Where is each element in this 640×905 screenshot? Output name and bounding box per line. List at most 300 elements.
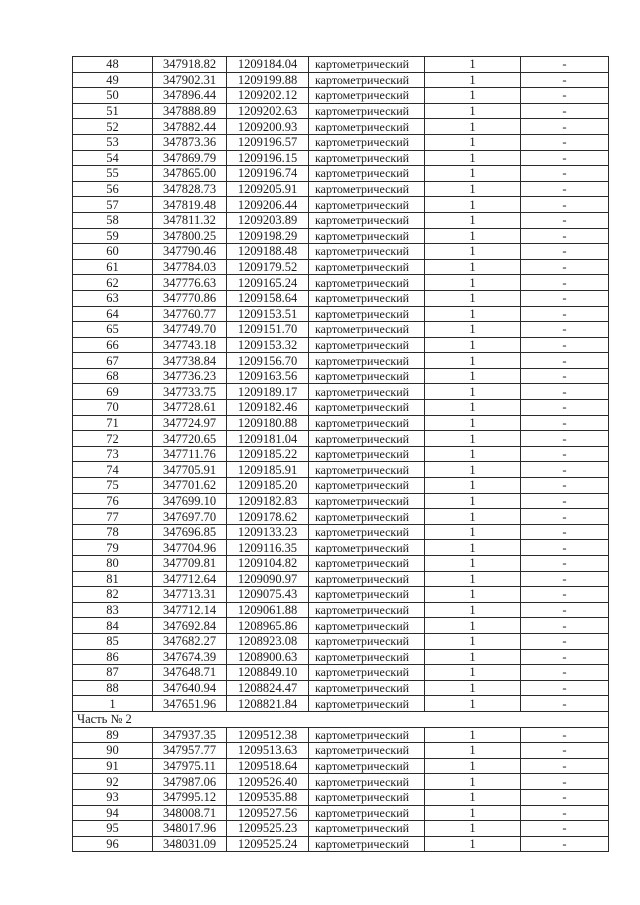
- coord-x: 347828.73: [153, 181, 227, 197]
- coord-y: 1209163.56: [227, 368, 309, 384]
- method-cell: картометрический: [309, 244, 425, 260]
- accuracy-cell: 1: [425, 680, 521, 696]
- table-row: [73, 103, 609, 119]
- coord-x: 347790.46: [153, 244, 227, 260]
- point-number: 91: [73, 758, 153, 774]
- dash-cell: -: [521, 228, 609, 244]
- method-cell: картометрический: [309, 181, 425, 197]
- table-row: [73, 540, 609, 556]
- coord-y: 1209158.64: [227, 290, 309, 306]
- coord-y: 1209075.43: [227, 587, 309, 603]
- point-number: 85: [73, 633, 153, 649]
- table-row: [73, 821, 609, 837]
- table-row: [73, 680, 609, 696]
- method-cell: картометрический: [309, 431, 425, 447]
- accuracy-cell: 1: [425, 353, 521, 369]
- dash-cell: -: [521, 618, 609, 634]
- accuracy-cell: 1: [425, 306, 521, 322]
- dash-cell: -: [521, 306, 609, 322]
- coord-y: 1209184.04: [227, 57, 309, 73]
- coord-x: 347882.44: [153, 119, 227, 135]
- dash-cell: -: [521, 696, 609, 712]
- point-number: 51: [73, 103, 153, 119]
- point-number: 74: [73, 462, 153, 478]
- coord-x: 347705.91: [153, 462, 227, 478]
- table-row: [73, 727, 609, 743]
- coord-y: 1209180.88: [227, 415, 309, 431]
- dash-cell: -: [521, 524, 609, 540]
- point-number: 78: [73, 524, 153, 540]
- dash-cell: -: [521, 368, 609, 384]
- method-cell: картометрический: [309, 587, 425, 603]
- accuracy-cell: 1: [425, 259, 521, 275]
- dash-cell: -: [521, 384, 609, 400]
- coord-y: 1209185.22: [227, 446, 309, 462]
- coordinates-sheet: [72, 56, 608, 852]
- coord-y: 1209153.32: [227, 337, 309, 353]
- dash-cell: -: [521, 290, 609, 306]
- coord-x: 347733.75: [153, 384, 227, 400]
- coord-y: 1208821.84: [227, 696, 309, 712]
- accuracy-cell: 1: [425, 72, 521, 88]
- coord-x: 347749.70: [153, 322, 227, 338]
- point-number: 77: [73, 509, 153, 525]
- method-cell: картометрический: [309, 384, 425, 400]
- method-cell: картометрический: [309, 696, 425, 712]
- dash-cell: -: [521, 400, 609, 416]
- table-row: [73, 509, 609, 525]
- coord-x: 347712.14: [153, 602, 227, 618]
- table-row: [73, 446, 609, 462]
- coord-y: 1209205.91: [227, 181, 309, 197]
- coord-y: 1209178.62: [227, 509, 309, 525]
- point-number: 67: [73, 353, 153, 369]
- dash-cell: -: [521, 181, 609, 197]
- accuracy-cell: 1: [425, 618, 521, 634]
- point-number: 88: [73, 680, 153, 696]
- table-row: [73, 805, 609, 821]
- dash-cell: -: [521, 166, 609, 182]
- dash-cell: -: [521, 197, 609, 213]
- point-number: 53: [73, 134, 153, 150]
- coord-y: 1209202.63: [227, 103, 309, 119]
- dash-cell: -: [521, 134, 609, 150]
- method-cell: картометрический: [309, 228, 425, 244]
- coord-y: 1209196.74: [227, 166, 309, 182]
- dash-cell: -: [521, 805, 609, 821]
- coord-x: 348031.09: [153, 836, 227, 852]
- method-cell: картометрический: [309, 758, 425, 774]
- coord-x: 347674.39: [153, 649, 227, 665]
- coord-y: 1208849.10: [227, 665, 309, 681]
- point-number: 69: [73, 384, 153, 400]
- coord-x: 347696.85: [153, 524, 227, 540]
- coord-x: 347697.70: [153, 509, 227, 525]
- method-cell: картометрический: [309, 805, 425, 821]
- dash-cell: -: [521, 462, 609, 478]
- point-number: 56: [73, 181, 153, 197]
- table-row: [73, 197, 609, 213]
- table-row: [73, 789, 609, 805]
- accuracy-cell: 1: [425, 337, 521, 353]
- point-number: 60: [73, 244, 153, 260]
- point-number: 54: [73, 150, 153, 166]
- dash-cell: -: [521, 244, 609, 260]
- coord-x: 348017.96: [153, 821, 227, 837]
- table-row: [73, 774, 609, 790]
- coord-y: 1209165.24: [227, 275, 309, 291]
- coord-y: 1209206.44: [227, 197, 309, 213]
- coord-y: 1209188.48: [227, 244, 309, 260]
- table-row: [73, 275, 609, 291]
- point-number: 1: [73, 696, 153, 712]
- point-number: 59: [73, 228, 153, 244]
- coord-x: 347865.00: [153, 166, 227, 182]
- point-number: 55: [73, 166, 153, 182]
- coord-x: 347713.31: [153, 587, 227, 603]
- method-cell: картометрический: [309, 72, 425, 88]
- accuracy-cell: 1: [425, 540, 521, 556]
- accuracy-cell: 1: [425, 446, 521, 462]
- dash-cell: -: [521, 415, 609, 431]
- table-row: [73, 166, 609, 182]
- accuracy-cell: 1: [425, 150, 521, 166]
- method-cell: картометрический: [309, 556, 425, 572]
- method-cell: картометрический: [309, 836, 425, 852]
- dash-cell: -: [521, 633, 609, 649]
- dash-cell: -: [521, 758, 609, 774]
- coord-y: 1209153.51: [227, 306, 309, 322]
- coord-y: 1209104.82: [227, 556, 309, 572]
- point-number: 73: [73, 446, 153, 462]
- coord-x: 347784.03: [153, 259, 227, 275]
- dash-cell: -: [521, 353, 609, 369]
- table-row: [73, 134, 609, 150]
- table-row: [73, 618, 609, 634]
- coord-y: 1209525.23: [227, 821, 309, 837]
- dash-cell: -: [521, 212, 609, 228]
- coord-y: 1209512.38: [227, 727, 309, 743]
- accuracy-cell: 1: [425, 119, 521, 135]
- coord-x: 347743.18: [153, 337, 227, 353]
- accuracy-cell: 1: [425, 166, 521, 182]
- method-cell: картометрический: [309, 633, 425, 649]
- method-cell: картометрический: [309, 368, 425, 384]
- accuracy-cell: 1: [425, 322, 521, 338]
- coord-x: 347640.94: [153, 680, 227, 696]
- accuracy-cell: 1: [425, 197, 521, 213]
- point-number: 92: [73, 774, 153, 790]
- coord-x: 347724.97: [153, 415, 227, 431]
- coord-y: 1209525.24: [227, 836, 309, 852]
- coord-y: 1209200.93: [227, 119, 309, 135]
- accuracy-cell: 1: [425, 212, 521, 228]
- table-row: [73, 88, 609, 104]
- table-row: [73, 431, 609, 447]
- point-number: 49: [73, 72, 153, 88]
- method-cell: картометрический: [309, 150, 425, 166]
- coord-x: 347736.23: [153, 368, 227, 384]
- accuracy-cell: 1: [425, 400, 521, 416]
- coord-y: 1209116.35: [227, 540, 309, 556]
- dash-cell: -: [521, 72, 609, 88]
- table-row: [73, 587, 609, 603]
- method-cell: картометрический: [309, 743, 425, 759]
- method-cell: картометрический: [309, 821, 425, 837]
- accuracy-cell: 1: [425, 275, 521, 291]
- accuracy-cell: 1: [425, 774, 521, 790]
- coord-y: 1209199.88: [227, 72, 309, 88]
- accuracy-cell: 1: [425, 571, 521, 587]
- coord-x: 347770.86: [153, 290, 227, 306]
- point-number: 83: [73, 602, 153, 618]
- coordinates-table-body: [73, 57, 609, 852]
- method-cell: картометрический: [309, 540, 425, 556]
- coord-y: 1209182.83: [227, 493, 309, 509]
- method-cell: картометрический: [309, 665, 425, 681]
- method-cell: картометрический: [309, 509, 425, 525]
- coord-x: 347995.12: [153, 789, 227, 805]
- coord-x: 347682.27: [153, 633, 227, 649]
- accuracy-cell: 1: [425, 57, 521, 73]
- accuracy-cell: 1: [425, 493, 521, 509]
- coord-x: 347902.31: [153, 72, 227, 88]
- accuracy-cell: 1: [425, 649, 521, 665]
- method-cell: картометрический: [309, 119, 425, 135]
- point-number: 75: [73, 478, 153, 494]
- accuracy-cell: 1: [425, 821, 521, 837]
- coord-x: 347918.82: [153, 57, 227, 73]
- method-cell: картометрический: [309, 322, 425, 338]
- coord-y: 1209185.20: [227, 478, 309, 494]
- coord-x: 347651.96: [153, 696, 227, 712]
- dash-cell: -: [521, 57, 609, 73]
- table-row: [73, 462, 609, 478]
- coord-x: 347888.89: [153, 103, 227, 119]
- point-number: 62: [73, 275, 153, 291]
- dash-cell: -: [521, 88, 609, 104]
- dash-cell: -: [521, 743, 609, 759]
- table-row: [73, 493, 609, 509]
- method-cell: картометрический: [309, 57, 425, 73]
- accuracy-cell: 1: [425, 758, 521, 774]
- table-row: [73, 665, 609, 681]
- dash-cell: -: [521, 103, 609, 119]
- coord-x: 347937.35: [153, 727, 227, 743]
- dash-cell: -: [521, 150, 609, 166]
- method-cell: картометрический: [309, 789, 425, 805]
- method-cell: картометрический: [309, 727, 425, 743]
- part-label: Часть № 2: [73, 711, 609, 727]
- coord-y: 1209198.29: [227, 228, 309, 244]
- dash-cell: -: [521, 259, 609, 275]
- point-number: 95: [73, 821, 153, 837]
- point-number: 96: [73, 836, 153, 852]
- dash-cell: -: [521, 587, 609, 603]
- point-number: 86: [73, 649, 153, 665]
- table-row: [73, 368, 609, 384]
- method-cell: картометрический: [309, 493, 425, 509]
- coord-x: 347704.96: [153, 540, 227, 556]
- coord-x: 347957.77: [153, 743, 227, 759]
- method-cell: картометрический: [309, 134, 425, 150]
- coord-x: 347699.10: [153, 493, 227, 509]
- coord-x: 347712.64: [153, 571, 227, 587]
- coord-y: 1209526.40: [227, 774, 309, 790]
- table-row: [73, 649, 609, 665]
- accuracy-cell: 1: [425, 743, 521, 759]
- table-row: [73, 478, 609, 494]
- coord-x: 347692.84: [153, 618, 227, 634]
- coord-x: 347819.48: [153, 197, 227, 213]
- point-number: 82: [73, 587, 153, 603]
- point-number: 79: [73, 540, 153, 556]
- accuracy-cell: 1: [425, 415, 521, 431]
- coord-x: 347711.76: [153, 446, 227, 462]
- table-row: [73, 633, 609, 649]
- point-number: 57: [73, 197, 153, 213]
- dash-cell: -: [521, 540, 609, 556]
- method-cell: картометрический: [309, 259, 425, 275]
- method-cell: картометрический: [309, 524, 425, 540]
- accuracy-cell: 1: [425, 665, 521, 681]
- method-cell: картометрический: [309, 212, 425, 228]
- dash-cell: -: [521, 727, 609, 743]
- dash-cell: -: [521, 509, 609, 525]
- coord-x: 347760.77: [153, 306, 227, 322]
- point-number: 63: [73, 290, 153, 306]
- table-row: [73, 602, 609, 618]
- dash-cell: -: [521, 275, 609, 291]
- dash-cell: -: [521, 836, 609, 852]
- point-number: 89: [73, 727, 153, 743]
- coord-y: 1209061.88: [227, 602, 309, 618]
- coord-x: 348008.71: [153, 805, 227, 821]
- point-number: 65: [73, 322, 153, 338]
- table-row: [73, 836, 609, 852]
- method-cell: картометрический: [309, 103, 425, 119]
- table-row: [73, 150, 609, 166]
- coord-x: 347975.11: [153, 758, 227, 774]
- table-row: [73, 571, 609, 587]
- table-row: [73, 322, 609, 338]
- coord-y: 1209182.46: [227, 400, 309, 416]
- point-number: 66: [73, 337, 153, 353]
- coord-x: 347987.06: [153, 774, 227, 790]
- accuracy-cell: 1: [425, 431, 521, 447]
- accuracy-cell: 1: [425, 103, 521, 119]
- accuracy-cell: 1: [425, 181, 521, 197]
- accuracy-cell: 1: [425, 290, 521, 306]
- point-number: 61: [73, 259, 153, 275]
- point-number: 93: [73, 789, 153, 805]
- dash-cell: -: [521, 119, 609, 135]
- dash-cell: -: [521, 571, 609, 587]
- dash-cell: -: [521, 649, 609, 665]
- coord-x: 347720.65: [153, 431, 227, 447]
- table-row: [73, 353, 609, 369]
- accuracy-cell: 1: [425, 727, 521, 743]
- method-cell: картометрический: [309, 446, 425, 462]
- dash-cell: -: [521, 602, 609, 618]
- table-row: [73, 181, 609, 197]
- method-cell: картометрический: [309, 290, 425, 306]
- method-cell: картометрический: [309, 353, 425, 369]
- accuracy-cell: 1: [425, 244, 521, 260]
- point-number: 87: [73, 665, 153, 681]
- table-row: [73, 556, 609, 572]
- coord-x: 347800.25: [153, 228, 227, 244]
- method-cell: картометрический: [309, 649, 425, 665]
- point-number: 81: [73, 571, 153, 587]
- dash-cell: -: [521, 680, 609, 696]
- point-number: 80: [73, 556, 153, 572]
- method-cell: картометрический: [309, 774, 425, 790]
- point-number: 94: [73, 805, 153, 821]
- accuracy-cell: 1: [425, 587, 521, 603]
- point-number: 72: [73, 431, 153, 447]
- method-cell: картометрический: [309, 571, 425, 587]
- table-row: [73, 384, 609, 400]
- method-cell: картометрический: [309, 275, 425, 291]
- dash-cell: -: [521, 789, 609, 805]
- accuracy-cell: 1: [425, 805, 521, 821]
- accuracy-cell: 1: [425, 696, 521, 712]
- coord-y: 1209179.52: [227, 259, 309, 275]
- coord-y: 1209151.70: [227, 322, 309, 338]
- dash-cell: -: [521, 478, 609, 494]
- table-row: [73, 337, 609, 353]
- accuracy-cell: 1: [425, 556, 521, 572]
- dash-cell: -: [521, 322, 609, 338]
- accuracy-cell: 1: [425, 836, 521, 852]
- coord-y: 1209203.89: [227, 212, 309, 228]
- table-row: [73, 696, 609, 712]
- point-number: 50: [73, 88, 153, 104]
- coord-y: 1209189.17: [227, 384, 309, 400]
- accuracy-cell: 1: [425, 478, 521, 494]
- table-row: [73, 758, 609, 774]
- coord-y: 1209133.23: [227, 524, 309, 540]
- table-row: [73, 400, 609, 416]
- coord-y: 1209185.91: [227, 462, 309, 478]
- point-number: 48: [73, 57, 153, 73]
- point-number: 84: [73, 618, 153, 634]
- method-cell: картометрический: [309, 415, 425, 431]
- method-cell: картометрический: [309, 680, 425, 696]
- method-cell: картометрический: [309, 88, 425, 104]
- method-cell: картометрический: [309, 197, 425, 213]
- coord-x: 347648.71: [153, 665, 227, 681]
- coord-x: 347728.61: [153, 400, 227, 416]
- table-row: [73, 72, 609, 88]
- accuracy-cell: 1: [425, 524, 521, 540]
- point-number: 52: [73, 119, 153, 135]
- table-row: [73, 290, 609, 306]
- method-cell: картометрический: [309, 400, 425, 416]
- coord-y: 1209518.64: [227, 758, 309, 774]
- point-number: 76: [73, 493, 153, 509]
- table-row: [73, 415, 609, 431]
- method-cell: картометрический: [309, 306, 425, 322]
- coord-y: 1209513.63: [227, 743, 309, 759]
- accuracy-cell: 1: [425, 462, 521, 478]
- coord-y: 1209156.70: [227, 353, 309, 369]
- dash-cell: -: [521, 337, 609, 353]
- accuracy-cell: 1: [425, 633, 521, 649]
- coord-y: 1209535.88: [227, 789, 309, 805]
- dash-cell: -: [521, 446, 609, 462]
